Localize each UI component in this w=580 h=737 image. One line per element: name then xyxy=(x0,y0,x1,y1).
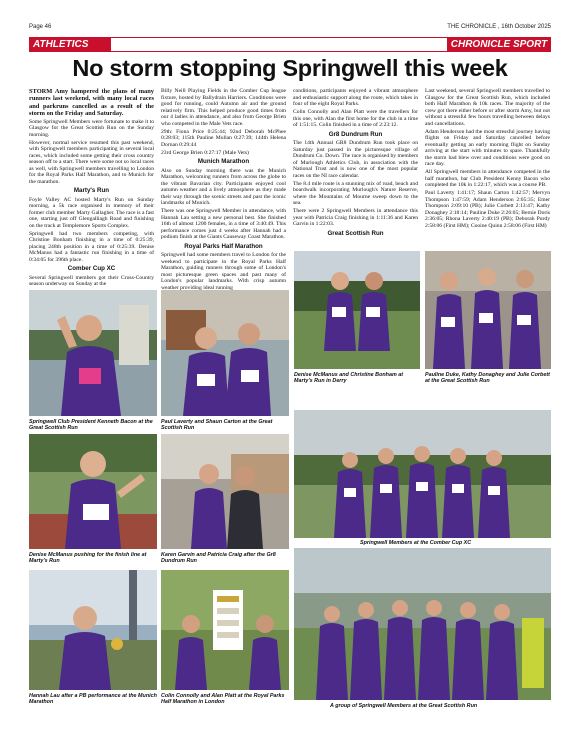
photo-caption: Pauline Duke, Kathy Donaghey and Julie Corbett at the Great Scottish Run xyxy=(425,372,550,385)
subheading-comber-cup: Comber Cup XC xyxy=(67,265,116,273)
paragraph: Billy Neill Playing Fields in the Comber Cup league fixture, hosted by Ballydrain Harriers. Conditions were good for running, could Autumn air and the ground relatively firm. This helped produce good times from our 4 ladies in attendance, and also from George Brien who competed in the Male Vets race. xyxy=(161,88,286,127)
paragraph: Also on Sunday morning there was the Munich Marathon, welcoming runners from across the globe to the vibrant Bavarian city. Participants enjoyed cool autumn weather and a lively atmosphere as they made their way through the scenic streets and past the iconic landmarks of Munich. xyxy=(161,167,286,206)
paragraph: There were 2 Springwell Members in attendance this year with Patricia Craig finishing in 1:11:36 and Karen Garvin in 1:22:03. xyxy=(293,208,418,227)
paragraph: The 14th Annual GR8 Dundrum Run took place on Saturday just passed in the picturesque village of Dundrum Co. Down. The race is organised by members of Murlough Athletics Club, in association with the National Trust and is now one of the most popular races on the NI race calendar. xyxy=(293,140,419,179)
lead-paragraph: STORM Amy hampered the plans of many runners last weekend, with many local races and parkruns cancelled as a result of the storm on the Friday and Saturday. xyxy=(29,88,154,117)
photo-caption: Paul Laverty and Shaun Carton at the Great Scottish Run xyxy=(161,419,273,432)
results-line: 29th: Fiona Price 0:25:44; 92nd Deborah McPhee 0:28:03; 115th Pauline Mullan 0:27:39; 144th Helena Dornan 0:29:44 xyxy=(161,128,286,148)
section-bar xyxy=(29,37,551,52)
paragraph: There was one Springwell Member in attendance, with Hannah Lau setting a new personal best. She finished 16th of almost 1200 females, in a time of 3:40:49. This performance comes just 4 weeks after Hannah had a podium finish at the Giants Causeway Coast Marathon. xyxy=(161,208,286,240)
paragraph: Several Springwell members got their Cross-Country season underway on Sunday at the xyxy=(29,274,154,288)
photo-caption: A group of Springwell Members at the Great Scottish Run xyxy=(330,703,478,709)
page-headline: No storm stopping Springwell this week xyxy=(72,55,508,81)
paragraph: Springwell had two members competing, with Christine Bonham finishing in a time of 0:25:39, placing 248th position in a time of 0:25:39. Denise McManus had a fantastic run finishing in a time of 0:34:05 for 396th place. xyxy=(29,230,154,263)
paragraph: The 8.4 mile route is a stunning mix of road, beach and boardwalk incorporating Murlough's Nature Reserve, where the Mountains of Mourne sweep down to the sea. xyxy=(293,180,418,206)
paragraph: All Springwell members in attendance competed in the half marathon, bar Club President Kenny Bacon who completed the 10k in 1:22:17, which was a course PB. xyxy=(425,169,550,188)
photo-mcmanus-bonham xyxy=(294,251,420,369)
photo-garvin-craig xyxy=(161,434,289,549)
paragraph: conditions, participants enjoyed a vibrant atmosphere and enthusiastic support along the route, which takes in four of the eight Royal Parks. xyxy=(293,88,418,107)
photo-great-scottish-group xyxy=(294,548,551,700)
photo-caption: Hannah Lau after a PB performance at the Munich Marathon xyxy=(29,693,157,706)
photo-caption: Springwell Members at the Comber Cup XC xyxy=(360,540,472,546)
photo-connolly-platt xyxy=(161,570,289,690)
photo-laverty-carton xyxy=(161,290,289,416)
photo-caption: Denise McManus pushing for the finish line at Marty's Run xyxy=(29,552,147,565)
photo-caption: Colin Connolly and Alan Platt at the Royal Parks Half Marathon in London xyxy=(161,693,285,706)
results-line: Paul Laverty 1:41:17; Shaun Carton 1:42:57; Mervyn Thompson 1:47:59; Adam Henderson 2:05:35; Emer Thompson 2:09:10 (PB); Julie Corbett 2:13:47; Kathy Donaghey 2:18:14; Pauline Duke 2:26:05; Bernie Doris 2:36:05; Rhona Laverty 2:40:19 (PB); Deborah Purdy 2:58:06 (First HM); Cooine Quinn 2:58:06 (First HM) xyxy=(425,190,550,229)
section-label-athletics: ATHLETICS xyxy=(29,38,111,51)
subheading-great-scottish-run: Great Scottish Run xyxy=(327,229,384,237)
article-column-3 xyxy=(293,88,418,239)
paragraph: However, normal service resumed this past weekend, with Springwell members participating in several local races, which included some getting their cross country season off to a start. There were some not so local races as well, with Springwell members travelling to London for the Royal Parks Half Marathon, and to Munich for the marathon. xyxy=(29,139,154,185)
photo-caption: Springwell Club President Kenneth Bacon at the Great Scottish Run xyxy=(29,419,153,432)
subheading-gr8-dundrum: Gr8 Dundrum Run xyxy=(328,130,383,138)
photo-duke-donaghey-corbett xyxy=(425,251,551,369)
photo-caption: Denise McManus and Christine Bonham at Marty's Run in Derry xyxy=(294,372,404,385)
article-column-4 xyxy=(425,88,550,231)
article-column-1 xyxy=(29,88,154,289)
photo-caption: Karen Garvin and Patricia Craig after the Gr8 Dundrum Run xyxy=(161,552,276,565)
paragraph: Adam Henderson had the most stressful journey having flights on Friday and Saturday cancelled before eventually getting an early morning flight on Sunday arriving at the start with minutes to spare. Thankfully the storm had blew over and conditions were good on race day. xyxy=(425,128,550,167)
paragraph: Last weekend, several Springwell members travelled to Glasgow for the Great Scottish Run, which included both Half Marathon & 10k races. The majority of the crew got there either before or after storm Amy, but not without a stressful few hours travelling between delays and cancellations. xyxy=(425,88,550,127)
subheading-munich-marathon: Munich Marathon xyxy=(197,158,250,165)
article-column-2 xyxy=(161,88,286,293)
subheading-martys-run: Marty's Run xyxy=(73,187,110,195)
page-number: Page 46 xyxy=(29,24,52,30)
subheading-royal-parks: Royal Parks Half Marathon xyxy=(184,242,263,250)
page-header xyxy=(29,24,551,36)
photo-mcmanus-finish xyxy=(29,434,157,549)
photo-kenneth-bacon xyxy=(29,290,157,416)
paragraph: Colin Connolly and Alan Platt were the travellers for this one, with Alan the first home for the club in a time of 1:51:15. Colin finished in a time of 2:23:12. xyxy=(293,109,418,128)
paragraph: Springwell had some members travel to London for the weekend to participate in the Royal Parks Half Marathon, guiding runners through some of London's most picturesque green spaces and past many of London's popular landmarks. With crisp autumn weather providing ideal running xyxy=(161,252,286,291)
photo-comber-cup-group xyxy=(294,410,551,538)
results-line: 23rd George Brien 0:27:17 (Male Vets) xyxy=(161,149,249,156)
paragraph: Foyle Valley AC hosted Marty's Run on Sunday morning, a 5k race organised in memory of their former club member Marty Gallagher. The race is a fast one, starting just off Glengalliagh Road and finishing on the track at Templemore Sports Complex. xyxy=(29,196,154,229)
section-label-chronicle-sport: CHRONICLE SPORT xyxy=(447,38,551,51)
paper-dateline: THE CHRONICLE , 16th October 2025 xyxy=(447,24,551,30)
paragraph: Some Springwell Members were fortunate to make it to Glasgow for the Great Scottish Run on the Sunday morning. xyxy=(29,118,154,138)
photo-hannah-lau xyxy=(29,570,157,690)
